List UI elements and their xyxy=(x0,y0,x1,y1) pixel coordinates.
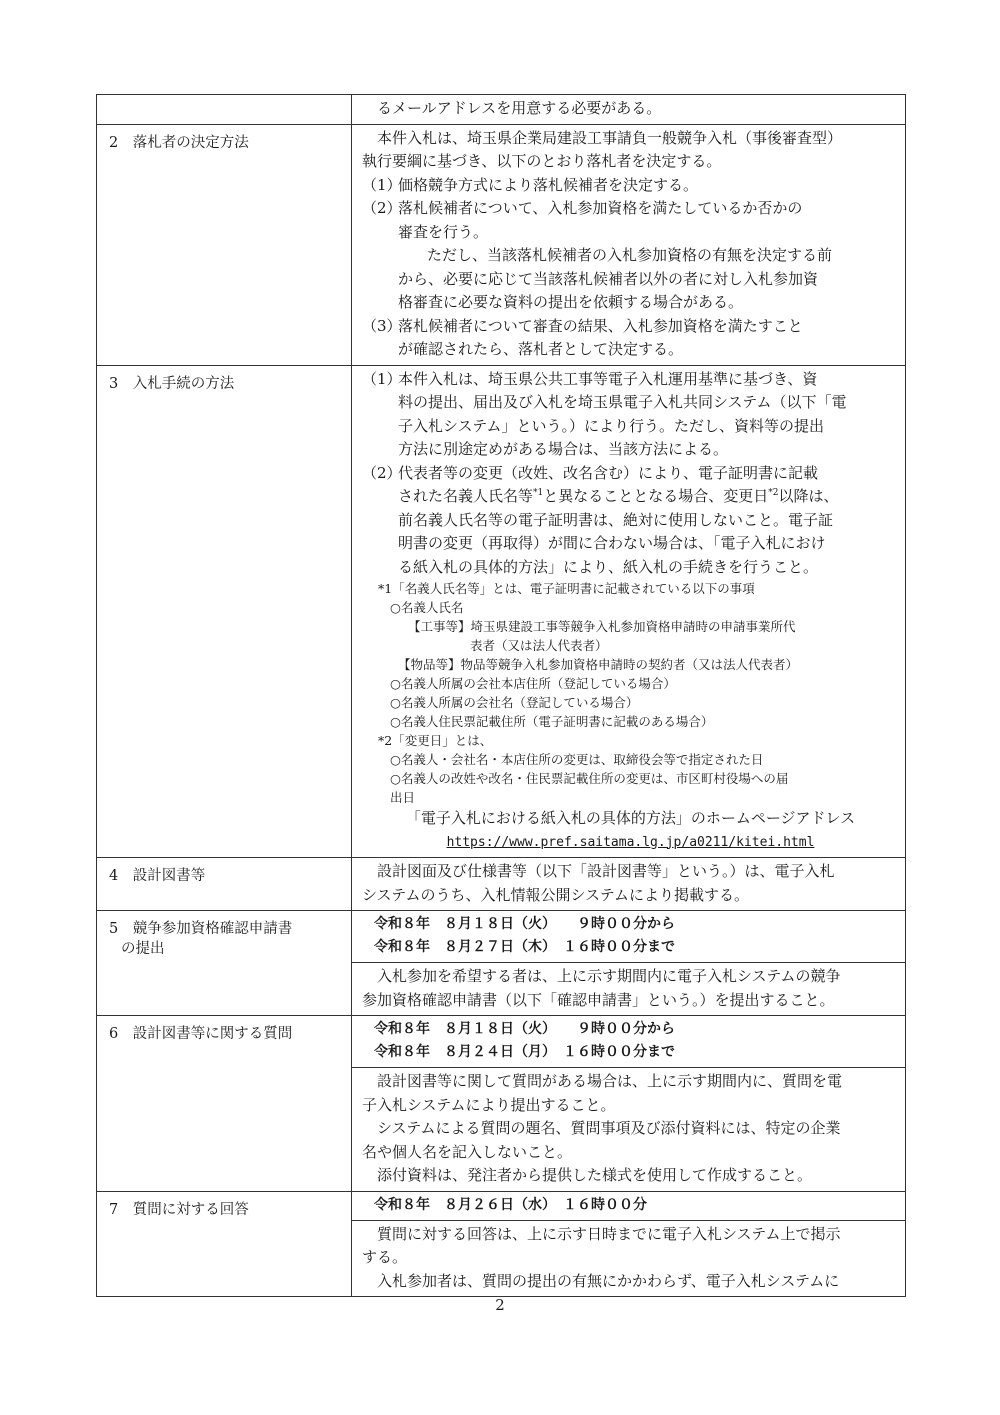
item-number: （2） xyxy=(362,463,402,482)
text-line: システムによる質問の題名、質問事項及び添付資料には、特定の企業 xyxy=(377,1119,841,1137)
label-cell xyxy=(97,365,352,858)
label-cell xyxy=(97,124,352,365)
text-line: るメールアドレスを用意する必要がある。 xyxy=(377,99,662,117)
item-number: （1） xyxy=(362,175,402,194)
text-line: 入札参加者は、質問の提出の有無にかかわらず、電子入札システムに xyxy=(377,1271,840,1290)
text-line: 料の提出、届出及び入札を埼玉県電子入札共同システム（以下「電 xyxy=(398,393,847,411)
footnote-line: 【工事等】埼玉県建設工事等競争入札参加資格申請時の申請事業所代 xyxy=(408,619,796,634)
content-cell xyxy=(352,1220,906,1297)
table-row xyxy=(97,1016,906,1068)
text-line: 落札候補者について、入札参加資格を満たしているか否かの xyxy=(398,199,803,217)
section-label: の提出 xyxy=(121,941,165,957)
text-line: 本件入札は、埼玉県公共工事等電子入札運用基準に基づき、資 xyxy=(398,369,818,388)
footnote-mark: *1 xyxy=(533,488,544,498)
text-line: 質問に対する回答は、上に示す日時までに電子入札システム上で掲示 xyxy=(377,1224,841,1243)
section-label: 2 落札者の決定方法 xyxy=(109,134,249,151)
footnote-line: *2「変更日」とは、 xyxy=(378,733,493,748)
content-cell xyxy=(352,858,906,911)
list-item xyxy=(362,368,899,392)
text-line: 執行要綱に基づき、以下のとおり落札者を決定する。 xyxy=(362,152,722,170)
label-cell xyxy=(97,1191,352,1297)
text-line: する。 xyxy=(362,1248,408,1266)
item-number: （1） xyxy=(362,369,402,388)
footnote-line: ○名義人所属の会社名（登記している場合） xyxy=(390,695,639,710)
text-line: る紙入札の具体的方法」により、紙入札の手続きを行うこと。 xyxy=(398,557,819,576)
label-cell xyxy=(97,95,352,125)
text-line: 設計図面及び仕様書等（以下「設計図書等」という。）は、電子入札 xyxy=(377,862,835,880)
date-from: 令和８年 ８月１８日（火） ９時００分から xyxy=(374,1021,675,1037)
homepage-link[interactable]: https://www.pref.saitama.lg.jp/a0211/kitei.html xyxy=(446,834,815,850)
footnote-line: ○名義人の改姓や改名・住民票記載住所の変更は、市区町村役場への届 xyxy=(390,771,789,786)
date-cell xyxy=(352,1016,906,1068)
table-row xyxy=(97,911,906,963)
list-item xyxy=(362,462,899,486)
table-row xyxy=(97,858,906,911)
footnote-line: ○名義人氏名 xyxy=(390,600,464,615)
text-line: 落札候補者について審査の結果、入札参加資格を満たすこと xyxy=(398,316,803,335)
document-table xyxy=(96,94,906,1297)
footnote-line: *1「名義人氏名等」とは、電子証明書に記載されている以下の事項 xyxy=(378,581,755,596)
text-line: が確認されたら、落札者として決定する。 xyxy=(398,340,684,358)
footnote-mark: *2 xyxy=(768,488,779,498)
homepage-caption: 「電子入札における紙入札の具体的方法」のホームページアドレス xyxy=(405,809,856,827)
item-number: （3） xyxy=(362,316,402,335)
date-from: 令和８年 ８月１８日（火） ９時００分から xyxy=(374,916,675,932)
text-fragment: 以降は、 xyxy=(778,487,839,505)
text-line: 入札参加を希望する者は、上に示す期間内に電子入札システムの競争 xyxy=(377,967,841,985)
table-row xyxy=(97,95,906,125)
footnote-line: ○名義人住民票記載住所（電子証明書に記載のある場合） xyxy=(390,714,714,729)
label-cell xyxy=(97,1016,352,1192)
table-row xyxy=(97,124,906,365)
footnote-line: 表者（又は法人代表者） xyxy=(470,638,608,653)
list-item xyxy=(362,174,899,198)
page-number: 2 xyxy=(495,1296,505,1314)
content-cell xyxy=(352,95,906,125)
text-line: から、必要に応じて当該落札候補者以外の者に対し入札参加資 xyxy=(398,269,819,288)
text-line: 子入札システム」という。）により行う。ただし、資料等の提出 xyxy=(398,416,825,435)
footnote-line: 出日 xyxy=(390,790,416,805)
section-label: 5 競争参加資格確認申請書 xyxy=(109,921,293,937)
date-to: 令和８年 ８月２７日（木） １６時００分まで xyxy=(374,939,675,955)
text-line: システムのうち、入札情報公開システムにより掲載する。 xyxy=(362,885,750,904)
text-line: 価格競争方式により落札候補者を決定する。 xyxy=(398,175,699,194)
list-item xyxy=(362,315,899,339)
text-line: 子入札システムにより提出すること。 xyxy=(362,1095,616,1114)
label-cell xyxy=(97,911,352,1016)
answer-date: 令和８年 ８月２６日（水） １６時００分 xyxy=(374,1196,647,1213)
text-line: 添付資料は、発注者から提供した様式を使用して作成すること。 xyxy=(377,1166,813,1184)
list-item xyxy=(362,197,899,221)
section-label: 6 設計図書等に関する質問 xyxy=(109,1026,293,1042)
content-cell xyxy=(352,365,906,858)
item-number: （2） xyxy=(362,199,402,217)
label-cell xyxy=(97,858,352,911)
content-cell xyxy=(352,1068,906,1192)
text-line: 明書の変更（再取得）が間に合わない場合は、「電子入札におけ xyxy=(398,534,826,552)
section-label: 7 質問に対する回答 xyxy=(109,1201,249,1218)
date-cell xyxy=(352,1191,906,1220)
text-line: 前名義人氏名等の電子証明書は、絶対に使用しないこと。電子証 xyxy=(398,510,834,529)
date-cell xyxy=(352,911,906,963)
date-to: 令和８年 ８月２４日（月） １６時００分まで xyxy=(374,1044,675,1060)
text-line: 名や個人名を記入しないこと。 xyxy=(362,1142,573,1161)
text-line: 格審査に必要な資料の提出を依頼する場合がある。 xyxy=(398,293,744,311)
text-line: 参加資格確認申請書（以下「確認申請書」という。）を提出すること。 xyxy=(362,990,835,1009)
text-fragment: された名義人氏名等 xyxy=(398,487,534,505)
content-cell xyxy=(352,124,906,365)
text-line: 代表者等の変更（改姓、改名含む）により、電子証明書に記載 xyxy=(398,463,819,482)
text-line: 本件入札は、埼玉県企業局建設工事請負一般競争入札（事後審査型） xyxy=(377,128,843,147)
text-line: 審査を行う。 xyxy=(398,222,489,241)
text-line: 設計図書等に関して質問がある場合は、上に示す期間内に、質問を電 xyxy=(377,1072,843,1090)
table-row xyxy=(97,1191,906,1220)
content-cell xyxy=(352,963,906,1016)
footnote-line: ○名義人所属の会社本店住所（登記している場合） xyxy=(390,676,676,691)
footnote-line: 【物品等】物品等競争入札参加資格申請時の契約者（又は法人代表者） xyxy=(398,657,799,672)
section-label: 3 入札手続の方法 xyxy=(109,375,235,392)
text-line xyxy=(362,485,899,509)
section-label: 4 設計図書等 xyxy=(109,868,206,884)
text-line: 方法に別途定めがある場合は、当該方法による。 xyxy=(398,440,729,458)
table-row xyxy=(97,365,906,858)
text-fragment: と異なることとなる場合、変更日 xyxy=(543,487,769,505)
text-line: ただし、当該落札候補者の入札参加資格の有無を決定する前 xyxy=(427,246,833,264)
footnote-line: ○名義人・会社名・本店住所の変更は、取締役会等で指定された日 xyxy=(390,752,764,767)
